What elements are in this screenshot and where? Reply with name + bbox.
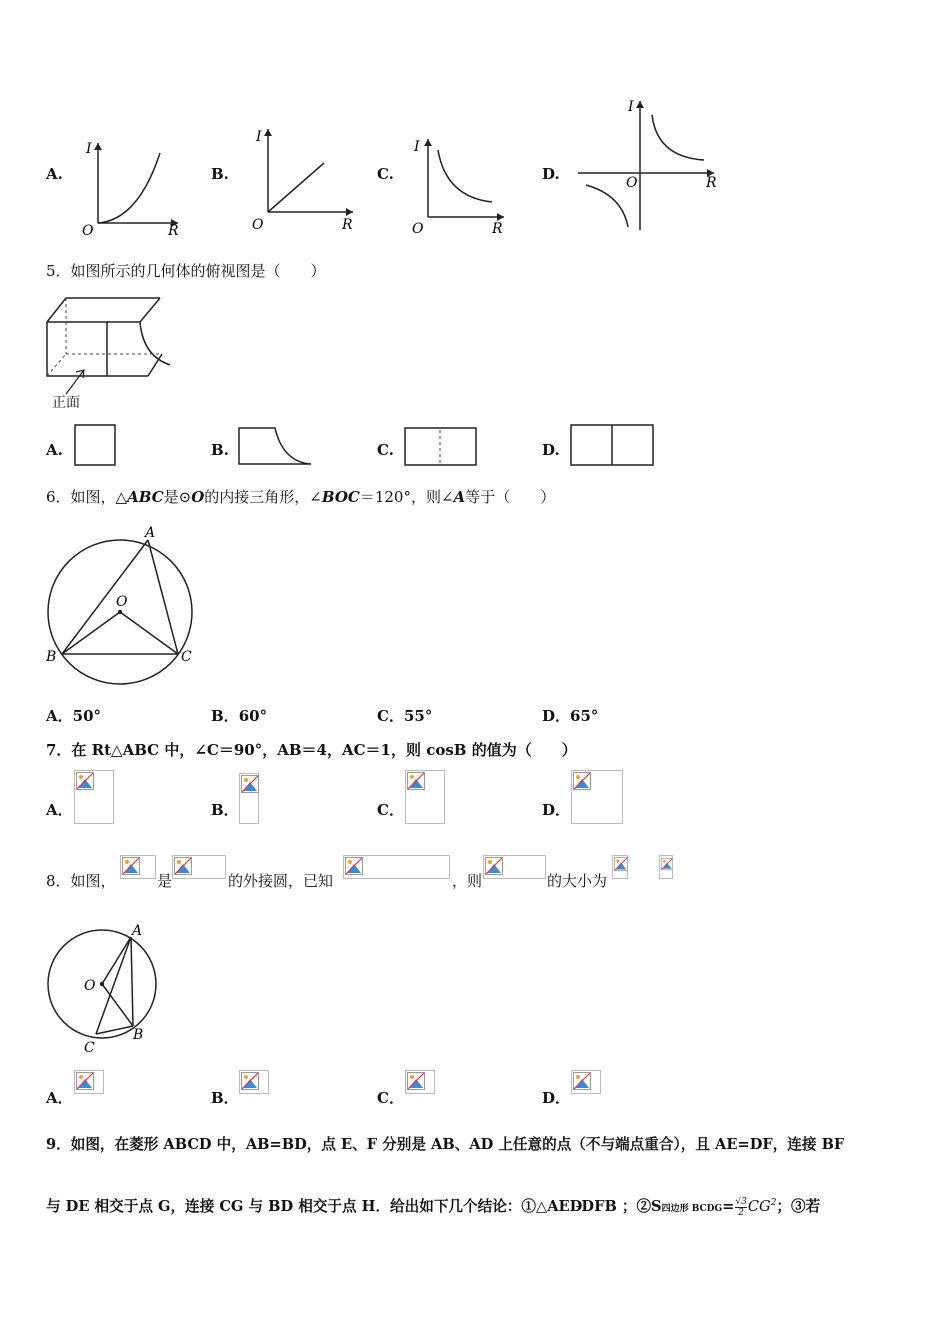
q7-option-d-label: D． xyxy=(542,801,571,819)
q8-inline-image-6 xyxy=(659,855,673,879)
broken-image-icon xyxy=(407,772,425,790)
q8-text-part-1: 8．如图， xyxy=(46,872,116,890)
q8-text-part-3: 的外接圆，已知 xyxy=(228,872,334,890)
q8-text-part-4: ，则 xyxy=(452,872,483,890)
broken-image-icon xyxy=(345,857,363,875)
q8-text-part-5: 的大小为 xyxy=(547,872,608,890)
q4-option-a-graph xyxy=(78,135,183,240)
q4-option-c-label: C. xyxy=(377,165,394,183)
y-axis-label: I xyxy=(414,139,420,155)
broken-image-icon xyxy=(485,857,503,875)
q6-option-d: D．65° xyxy=(542,707,599,725)
x-axis-label: R xyxy=(706,175,717,191)
broken-image-icon xyxy=(407,1072,425,1090)
q8-text-part-2: 是 xyxy=(157,872,173,890)
x-axis-label: R xyxy=(168,223,179,239)
q9-question-line-1: 9．如图，在菱形 ABCD 中，AB=BD，点 E、F 分别是 AB、AD 上任意的点（不与端点重合），且 AE=DF，连接 BF xyxy=(46,1136,845,1153)
q8-option-c-label: C． xyxy=(377,1089,404,1107)
q7-option-b-image xyxy=(239,773,259,824)
q7-question-text: 7．在 Rt△ABC 中，∠C＝90°，AB＝4，AC＝1，则 cosB 的值为（ ） xyxy=(46,741,577,759)
q5-front-label: 正面 xyxy=(52,395,80,411)
q7-option-b-label: B． xyxy=(211,801,239,819)
broken-image-icon xyxy=(573,772,591,790)
q6-question-text: 6．如图，△ABC是⊙O的内接三角形，∠BOC＝120°，则∠A等于（ ） xyxy=(46,488,556,506)
y-axis-label: I xyxy=(86,141,92,157)
q6-circle-figure xyxy=(40,520,210,690)
q8-option-d-image xyxy=(571,1070,601,1094)
broken-image-icon xyxy=(76,1072,94,1090)
origin-label: O xyxy=(412,221,424,237)
q4-option-b-graph xyxy=(248,125,358,237)
point-c-label: C xyxy=(84,1040,95,1056)
q8-option-c-image xyxy=(405,1070,435,1094)
q8-option-a-image xyxy=(74,1070,104,1094)
q8-option-b-label: B． xyxy=(211,1089,239,1107)
point-b-label: B xyxy=(133,1027,144,1043)
q8-inline-image-1 xyxy=(120,855,156,879)
q4-option-b-label: B. xyxy=(211,165,229,183)
origin-label: O xyxy=(626,175,638,191)
q8-circle-figure xyxy=(40,920,170,1060)
q5-option-c-figure xyxy=(404,427,480,469)
q5-option-d-figure xyxy=(570,424,656,468)
q7-option-c-label: C． xyxy=(377,801,404,819)
y-axis-label: I xyxy=(628,99,634,115)
origin-label: O xyxy=(82,223,94,239)
q7-option-a-image xyxy=(74,770,114,824)
q8-option-b-image xyxy=(239,1070,269,1094)
q4-option-d-graph xyxy=(572,95,722,235)
q5-option-a-label: A. xyxy=(46,441,63,459)
q8-inline-image-4 xyxy=(483,855,546,879)
q5-option-c-label: C. xyxy=(377,441,394,459)
q9-question-line-2: 与 DE 相交于点 G，连接 CG 与 BD 相交于点 H．给出如下几个结论：①△AED DFB ；②S四边形 BCDG= $\frac{√3}{2}$ $CG^2$；③若 xyxy=(46,1196,821,1218)
broken-image-icon xyxy=(241,1072,259,1090)
x-axis-label: R xyxy=(342,217,353,233)
broken-image-icon xyxy=(661,857,673,871)
q8-inline-image-5 xyxy=(612,855,628,879)
point-c-label: C xyxy=(181,649,192,665)
q6-option-a: A．50° xyxy=(46,707,102,725)
point-o-label: O xyxy=(116,594,128,610)
y-axis-label: I xyxy=(256,129,262,145)
q7-option-d-image xyxy=(571,770,623,824)
point-b-label: B xyxy=(46,649,57,665)
broken-image-icon xyxy=(573,1072,591,1090)
q5-question-text: 5．如图所示的几何体的俯视图是（ ） xyxy=(46,262,326,280)
q6-option-c: C．55° xyxy=(377,707,433,725)
q7-option-a-label: A． xyxy=(46,801,73,819)
broken-image-icon xyxy=(614,857,628,871)
broken-image-icon xyxy=(76,772,94,790)
q5-option-b-figure xyxy=(237,426,315,470)
point-a-label: A xyxy=(145,525,156,541)
q8-option-a-label: A． xyxy=(46,1089,73,1107)
point-a-label: A xyxy=(132,923,143,939)
broken-image-icon xyxy=(241,775,259,793)
q4-option-d-label: D. xyxy=(542,165,560,183)
q5-option-d-label: D. xyxy=(542,441,560,459)
origin-label: O xyxy=(252,217,264,233)
x-axis-label: R xyxy=(492,221,503,237)
broken-image-icon xyxy=(174,857,192,875)
q4-option-c-graph xyxy=(408,135,508,237)
q8-inline-image-2 xyxy=(172,855,226,879)
point-o-label: O xyxy=(84,978,96,994)
q8-option-d-label: D． xyxy=(542,1089,571,1107)
q4-option-a-label: A. xyxy=(46,165,63,183)
q8-inline-image-3 xyxy=(343,855,450,879)
q5-option-a-figure xyxy=(74,424,118,468)
q6-option-b: B．60° xyxy=(211,707,268,725)
broken-image-icon xyxy=(122,857,140,875)
q5-option-b-label: B. xyxy=(211,441,229,459)
q7-option-c-image xyxy=(405,770,445,824)
